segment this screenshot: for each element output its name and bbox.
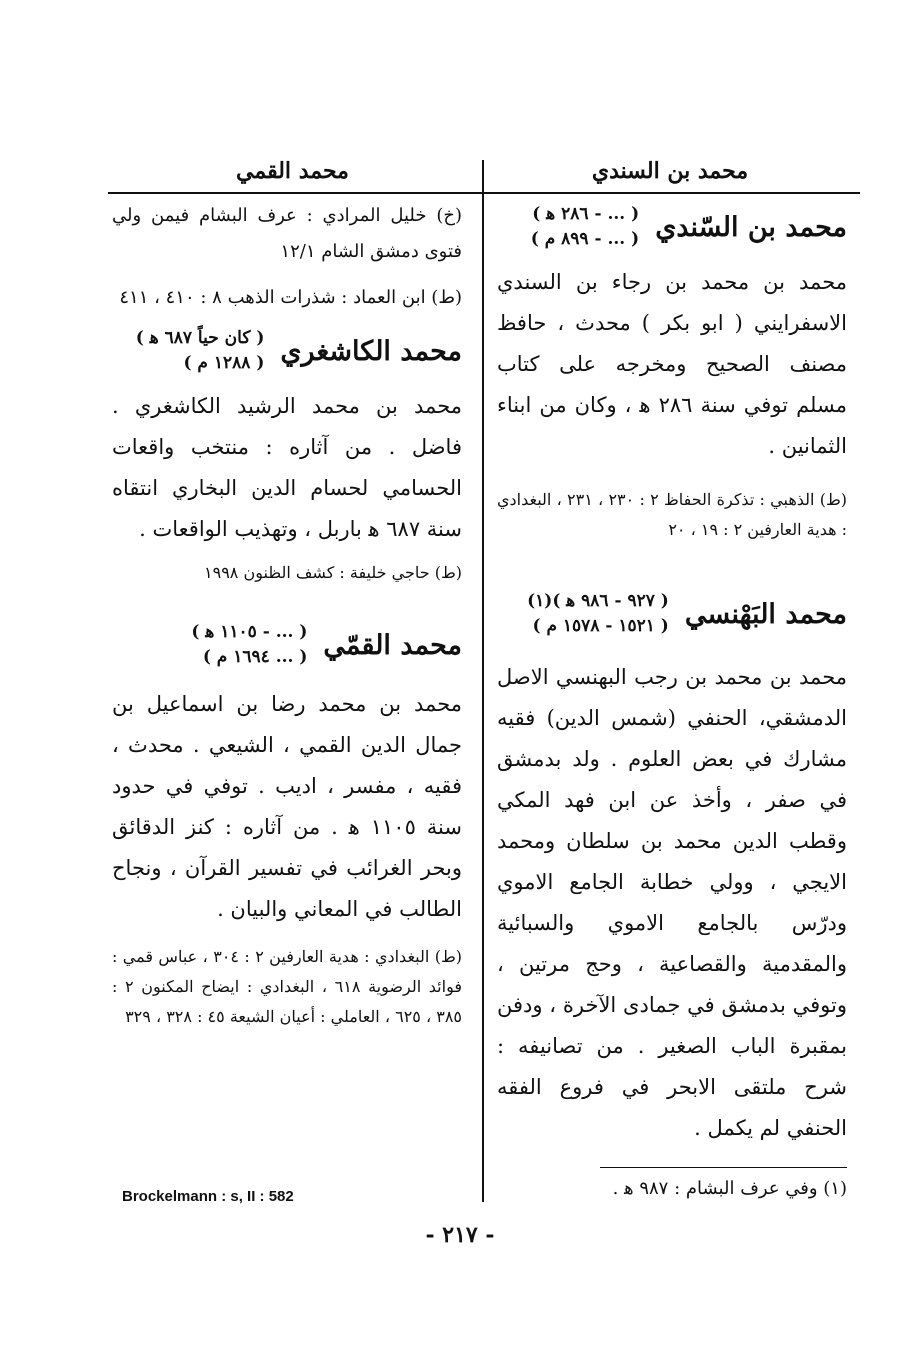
date-gregorian: ( ... - ٨٩٩ م ) (530, 229, 640, 249)
entry-dates (136, 326, 265, 376)
entry-heading (497, 202, 847, 252)
date-hijri: ( ... - ١١٠٥ ﻫ ) (191, 622, 308, 642)
column-divider (482, 160, 484, 1202)
entry-heading (112, 620, 462, 670)
running-header-left: محمد القمي (236, 158, 349, 184)
entry-dates (531, 202, 639, 252)
entry-body: محمد بن محمد رضا بن اسماعيل بن جمال الدين القمي ، الشيعي . محدث ، فقيه ، مفسر ، اديب . توفي في حدود سنة ١١٠٥ ﻫ . من آثاره : كنز الدقائق وبحر الغرائب في تفسير القرآن ، ونجاح الطالب في المعاني والبيان . (112, 692, 462, 921)
entry-dates (527, 589, 669, 639)
date-gregorian: ( ١٥٢١ - ١٥٧٨ م ) (532, 616, 669, 636)
entry-name: محمد البَهْنسي (684, 598, 847, 630)
page-number: - ٢١٧ - (425, 1222, 495, 1248)
footnote-rule (600, 1167, 847, 1168)
date-hijri: ( ٩٢٧ - ٩٨٦ ﻫ )(١) (527, 591, 669, 611)
date-hijri: ( كان حياً ٦٨٧ ﻫ ) (135, 328, 265, 348)
footnote: (١) وفي عرف البشام : ٩٨٧ ﻫ . (612, 1178, 847, 1199)
entry-body: محمد بن محمد الرشيد الكاشغري . فاضل . من آثاره : منتخب واقعات الحسامي لحسام الدين البخاري انتقاه سنة ٦٨٧ ﻫ باربل ، وتهذيب الواقعات . (112, 394, 462, 541)
entry-sources: (ط) حاجي خليفة : كشف الظنون ١٩٩٨ (204, 563, 462, 582)
header-rule (108, 192, 860, 194)
latin-reference: Brockelmann : s, II : 582 (122, 1188, 294, 1205)
continued-source: (ط) ابن العماد : شذرات الذهب ٨ : ٤١٠ ، ٤١١ (119, 287, 462, 308)
entry-body: محمد بن محمد بن رجاء بن السندي الاسفرايني ( ابو بكر ) محدث ، حافظ مصنف الصحيح ومخرجه على كتاب مسلم توفي سنة ٢٨٦ ﻫ ، وكان من ابناء الثمانين . (497, 270, 847, 458)
entry-sources: (ط) البغدادي : هدية العارفين ٢ : ٣٠٤ ، عباس قمي : فوائد الرضوية ٦١٨ ، البغدادي : ايضاح المكنون ٢ : ٣٨٥ ، ٦٢٥ ، العاملي : أعيان الشيعة ٤٥ : ٣٢٨ ، ٣٢٩ (112, 947, 463, 1026)
entry-name: محمد الكاشغري (280, 335, 462, 367)
right-column (497, 198, 847, 1149)
entry-sources: (ط) الذهبي : تذكرة الحفاظ ٢ : ٢٣٠ ، ٢٣١ ، البغدادي : هدية العارفين ٢ : ١٩ ، ٢٠ (497, 490, 847, 539)
entry-body: محمد بن محمد بن رجب البهنسي الاصل الدمشقي، الحنفي (شمس الدين) فقيه مشارك في بعض العلوم . ولد بدمشق في صفر ، وأخذ عن ابن فهد المكي وقطب الدين محمد بن سلطان ومحمد الايجي ، وولي خطابة الجامع الاموي ودرّس بالجامع الاموي والسبائية والمقدمية والقصاعية ، وحج مرتين ، وتوفي بدمشق في جمادى الآخرة ، ودفن بمقبرة الباب الصغير . من تصانيفه : شرح ملتقى الابحر في فروع الفقه الحنفي لم يكمل . (497, 665, 847, 1140)
entry-name: محمد القمّي (323, 629, 462, 661)
entry-heading (497, 589, 847, 639)
entry-dates (191, 620, 307, 670)
left-column (112, 198, 462, 1042)
date-gregorian: ( ... ١٦٩٤ م ) (202, 647, 308, 667)
running-header-right: محمد بن السندي (591, 158, 749, 184)
date-hijri: ( ... - ٢٨٦ ﻫ ) (532, 204, 640, 224)
date-gregorian: ( ١٢٨٨ م ) (183, 353, 265, 373)
entry-heading (112, 326, 462, 376)
continued-source: (خ) خليل المرادي : عرف البشام فيمن ولي فتوى دمشق الشام ١٢/١ (112, 205, 462, 262)
entry-name: محمد بن السّندي (655, 211, 847, 243)
